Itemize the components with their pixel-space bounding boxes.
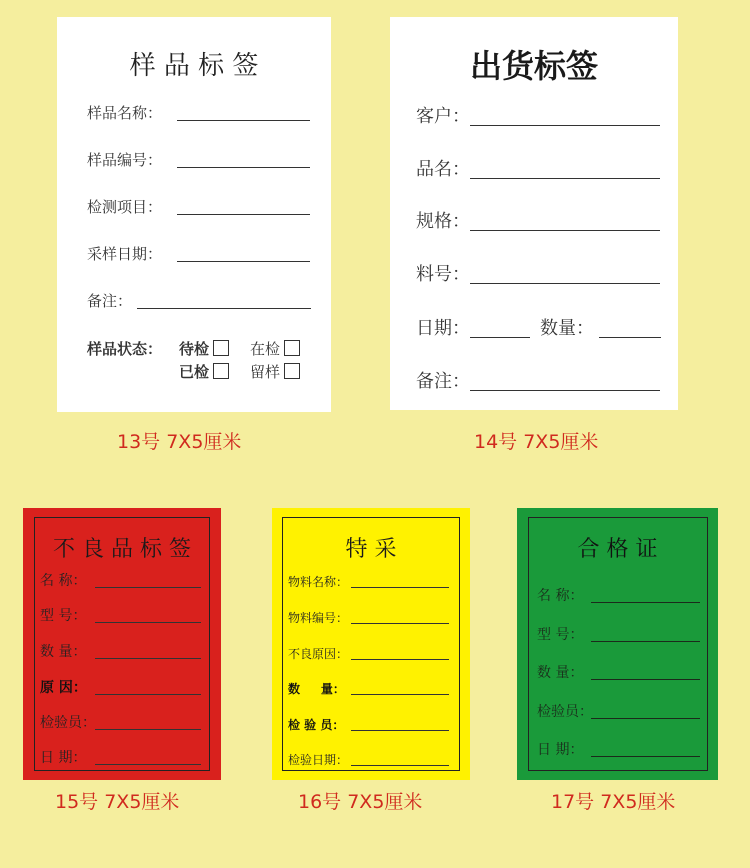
special-qty-row: 数 量： bbox=[288, 680, 345, 697]
sample-status-label: 样品状态： bbox=[87, 340, 163, 358]
inspection-date-line[interactable] bbox=[351, 765, 449, 766]
special-acceptance-card bbox=[272, 508, 470, 780]
caption-16: 16号 7X5厘米 bbox=[298, 791, 423, 813]
customer-line[interactable] bbox=[470, 125, 660, 126]
defect-inspector-row: 检验员： bbox=[40, 712, 96, 732]
part-number-row bbox=[416, 260, 666, 286]
material-number-row: 物料编号： bbox=[288, 609, 348, 626]
sampling-date-label: 采样日期： bbox=[87, 245, 163, 263]
defect-model-row: 型 号： bbox=[40, 605, 86, 625]
status-option-tested[interactable]: 已检 bbox=[179, 361, 229, 382]
defect-inspector-line[interactable] bbox=[95, 729, 201, 730]
qualified-qty-row: 数 量： bbox=[537, 662, 583, 682]
part-number-label: 料号： bbox=[416, 264, 470, 285]
shipping-label-title: 出货标签 bbox=[469, 47, 598, 85]
checkbox-pending[interactable] bbox=[213, 340, 229, 356]
sample-name-row bbox=[87, 102, 312, 123]
test-item-row bbox=[87, 196, 312, 217]
sample-remark-line[interactable] bbox=[137, 308, 311, 309]
qualified-model-line[interactable] bbox=[591, 641, 700, 642]
test-item-label: 检测项目： bbox=[87, 198, 163, 216]
sample-name-line[interactable] bbox=[177, 120, 310, 121]
ship-date-line[interactable] bbox=[470, 337, 530, 338]
ship-date-label: 日期： bbox=[416, 318, 470, 339]
qualified-name-line[interactable] bbox=[591, 602, 700, 603]
sample-remark-label: 备注： bbox=[87, 292, 133, 310]
defect-qty-line[interactable] bbox=[95, 658, 201, 659]
special-acceptance-title: 特 采 bbox=[345, 537, 397, 562]
sample-number-line[interactable] bbox=[177, 167, 310, 168]
caption-17: 17号 7X5厘米 bbox=[551, 791, 676, 813]
defect-reason-line[interactable] bbox=[95, 694, 201, 695]
ship-qty-label: 数量： bbox=[540, 318, 594, 339]
qualified-certificate-card bbox=[517, 508, 718, 780]
qualified-model-row: 型 号： bbox=[537, 624, 583, 644]
defect-qty-row: 数 量： bbox=[40, 641, 86, 661]
checkbox-testing[interactable] bbox=[284, 340, 300, 356]
status-option-pending[interactable]: 待检 bbox=[179, 338, 229, 359]
special-qty-line[interactable] bbox=[351, 694, 449, 695]
customer-label: 客户： bbox=[416, 106, 470, 127]
spec-line[interactable] bbox=[470, 230, 660, 231]
defect-label-card bbox=[23, 508, 221, 780]
sample-number-label: 样品编号： bbox=[87, 151, 163, 169]
shipping-label-card bbox=[390, 17, 678, 410]
part-number-line[interactable] bbox=[470, 283, 660, 284]
defect-date-row: 日 期： bbox=[40, 747, 86, 767]
caption-14: 14号 7X5厘米 bbox=[474, 431, 599, 453]
defect-model-line[interactable] bbox=[95, 622, 201, 623]
defect-date-line[interactable] bbox=[95, 764, 201, 765]
product-name-line[interactable] bbox=[470, 178, 660, 179]
checkbox-tested[interactable] bbox=[213, 363, 229, 379]
defect-reason-row: 原 因： bbox=[40, 677, 87, 697]
sample-number-row bbox=[87, 149, 312, 170]
sample-label-title: 样 品 标 签 bbox=[129, 51, 259, 81]
sample-remark-row bbox=[87, 290, 312, 311]
sample-status-row bbox=[87, 338, 162, 359]
ship-remark-line[interactable] bbox=[470, 390, 660, 391]
qualified-certificate-title: 合 格 证 bbox=[577, 537, 658, 562]
spec-row bbox=[416, 207, 666, 233]
ship-qty-line[interactable] bbox=[599, 337, 661, 338]
checkbox-retained[interactable] bbox=[284, 363, 300, 379]
special-inspector-line[interactable] bbox=[351, 730, 449, 731]
status-option-retained[interactable]: 留样 bbox=[250, 361, 300, 382]
date-qty-row bbox=[416, 314, 666, 340]
product-name-label: 品名： bbox=[416, 159, 470, 180]
special-inspector-row: 检 验 员： bbox=[288, 716, 344, 733]
defect-label-title: 不 良 品 标 签 bbox=[53, 537, 191, 562]
qualified-inspector-line[interactable] bbox=[591, 718, 700, 719]
qualified-date-row: 日 期： bbox=[537, 739, 583, 759]
customer-row bbox=[416, 102, 666, 128]
qualified-date-line[interactable] bbox=[591, 756, 700, 757]
qualified-inspector-row: 检验员： bbox=[537, 701, 593, 721]
caption-13: 13号 7X5厘米 bbox=[117, 431, 242, 453]
sample-name-label: 样品名称： bbox=[87, 104, 163, 122]
inspection-date-row: 检验日期： bbox=[288, 751, 348, 768]
status-option-testing[interactable]: 在检 bbox=[250, 338, 300, 359]
material-name-line[interactable] bbox=[351, 587, 449, 588]
caption-15: 15号 7X5厘米 bbox=[55, 791, 180, 813]
ship-remark-row bbox=[416, 367, 666, 393]
defect-cause-row: 不良原因： bbox=[288, 645, 348, 662]
sample-label-card bbox=[57, 17, 331, 412]
material-name-row: 物料名称： bbox=[288, 573, 348, 590]
material-number-line[interactable] bbox=[351, 623, 449, 624]
defect-cause-line[interactable] bbox=[351, 659, 449, 660]
qualified-name-row: 名 称： bbox=[537, 585, 583, 605]
defect-name-line[interactable] bbox=[95, 587, 201, 588]
ship-remark-label: 备注： bbox=[416, 371, 470, 392]
product-name-row bbox=[416, 155, 666, 181]
defect-name-row: 名 称： bbox=[40, 570, 86, 590]
test-item-line[interactable] bbox=[177, 214, 310, 215]
qualified-qty-line[interactable] bbox=[591, 679, 700, 680]
sampling-date-line[interactable] bbox=[177, 261, 310, 262]
spec-label: 规格： bbox=[416, 211, 470, 232]
sampling-date-row bbox=[87, 243, 312, 264]
